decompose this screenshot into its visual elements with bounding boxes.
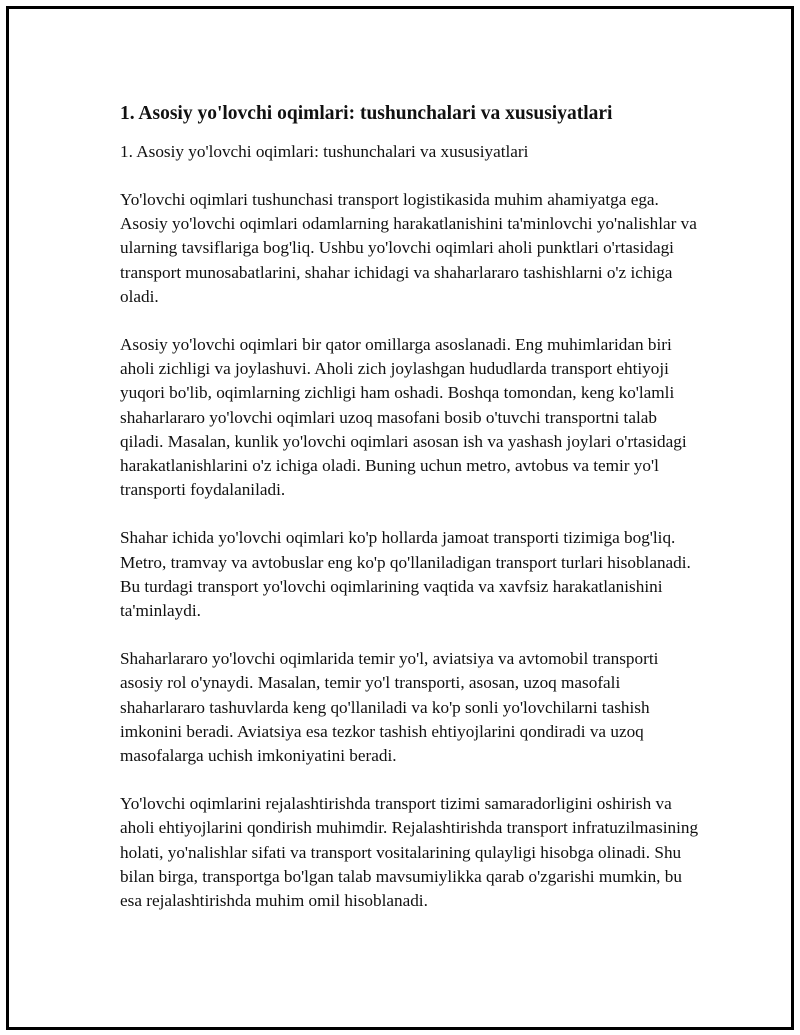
document-content <box>120 101 700 937</box>
document-page <box>6 6 794 1030</box>
paragraph-1: Yo'lovchi oqimlari tushunchasi transport logistikasida muhim ahamiyatga ega. Asosiy yo'lovchi oqimlari odamlarning harakatlanishini ta'minlovchi yo'nalishlar va ularning tavsiflariga bog'liq. Ushbu yo'lovchi oqimlari aholi punktlari o'rtasidagi transport munosabatlarini, shahar ichidagi va shaharlararo tashishlarni o'z ichiga oladi. <box>120 190 697 306</box>
paragraph-2: Asosiy yo'lovchi oqimlari bir qator omillarga asoslanadi. Eng muhimlaridan biri aholi zichligi va joylashuvi. Aholi zich joylashgan hududlarda transport ehtiyoji yuqori bo'lib, oqimlarning zichligi ham oshadi. Boshqa tomondan, keng ko'lamli shaharlararo yo'lovchi oqimlari uzoq masofani bosib o'tuvchi transportni talab qiladi. Masalan, kunlik yo'lovchi oqimlari asosan ish va yashash joylari o'rtasidagi harakatlanishlarini o'z ichiga oladi. Buning uchun metro, avtobus va temir yo'l transporti foydalaniladi. <box>120 335 687 500</box>
paragraph-3: Shahar ichida yo'lovchi oqimlari ko'p hollarda jamoat transporti tizimiga bog'liq. Metro, tramvay va avtobuslar eng ko'p qo'llaniladigan transport turlari hisoblanadi. Bu turdagi transport yo'lovchi oqimlarining vaqtida va xavfsiz harakatlanishini ta'minlaydi. <box>120 528 691 621</box>
document-title: 1. Asosiy yo'lovchi oqimlari: tushunchalari va xususiyatlari <box>120 103 613 124</box>
document-subtitle: 1. Asosiy yo'lovchi oqimlari: tushunchalari va xususiyatlari <box>120 142 529 161</box>
paragraph-4: Shaharlararo yo'lovchi oqimlarida temir yo'l, aviatsiya va avtomobil transporti asosiy rol o'ynaydi. Masalan, temir yo'l transporti, asosan, uzoq masofali shaharlararo tashuvlarda keng qo'llaniladi va ko'p sonli yo'lovchilarni tashish imkonini beradi. Aviatsiya esa tezkor tashish ehtiyojlarini qondiradi va uzoq masofalarga uchish imkoniyatini beradi. <box>120 649 659 766</box>
paragraph-5: Yo'lovchi oqimlarini rejalashtirishda transport tizimi samaradorligini oshirish va aholi ehtiyojlarini qondirish muhimdir. Rejalashtirishda transport infratuzilmasining holati, yo'nalishlar sifati va transport vositalarining qulayligi hisobga olinadi. Shu bilan birga, transportga bo'lgan talab mavsumiylikka qarab o'zgarishi mumkin, bu esa rejalashtirishda muhim omil hisoblanadi. <box>120 794 699 911</box>
